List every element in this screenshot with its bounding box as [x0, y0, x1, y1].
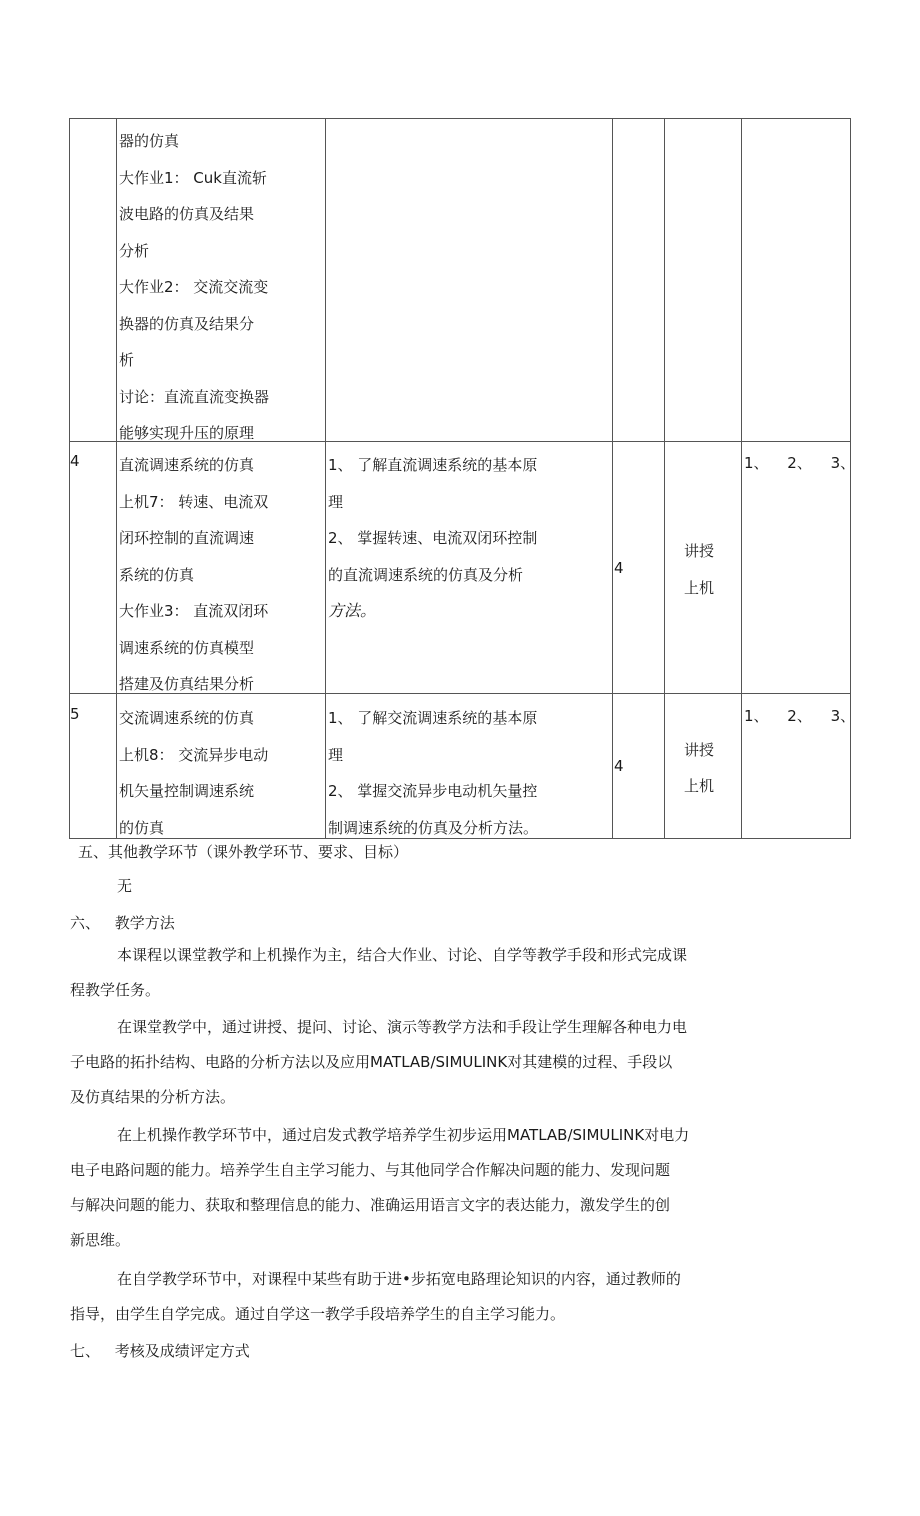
content-line: 大作业2： 交流交流变 — [119, 278, 269, 296]
content-line: 波电路的仿真及结果 — [119, 205, 255, 223]
requirement-line: 2、 掌握转速、电流双闭环控制 — [328, 529, 538, 547]
content-line: 器的仿真 — [119, 132, 180, 150]
method-label: 上机 — [684, 579, 715, 597]
method-label: 上机 — [684, 777, 715, 795]
requirement-cell — [328, 447, 537, 630]
requirement-line: 理 — [328, 492, 344, 511]
content-cell — [119, 700, 268, 846]
paragraph-line: 在自学教学环节中，对课程中某些有助于进•步拓宽电路理论知识的内容，通过教师的 — [117, 1270, 681, 1288]
requirement-line: 的直流调速系统的仿真及分析 — [328, 565, 524, 584]
table-divider — [325, 118, 326, 839]
table-border-left — [69, 118, 70, 839]
content-line: 系统的仿真 — [119, 565, 195, 584]
row-number: 4 — [70, 452, 80, 470]
paragraph-line: 子电路的拓扑结构、电路的分析方法以及应用MATLAB/SIMULINK对其建模的过程、手段以 — [70, 1053, 673, 1071]
section-heading: 六、 教学方法 — [70, 914, 175, 932]
content-line: 闭环控制的直流调速 — [119, 529, 255, 547]
table-divider — [664, 118, 665, 839]
content-line: 上机7： 转速、电流双 — [119, 492, 269, 511]
paragraph — [70, 1262, 760, 1332]
content-line: 调速系统的仿真模型 — [119, 638, 255, 657]
objectives-cell: 1、 2、 3、 — [744, 707, 856, 725]
content-line: 搭建及仿真结果分析 — [119, 675, 255, 693]
paragraph-line: 指导，由学生自学完成。通过自学这一教学手段培养学生的自主学习能力。 — [70, 1305, 566, 1323]
hours-cell: 4 — [614, 559, 624, 577]
content-line: 析 — [119, 351, 135, 369]
hours-cell: 4 — [614, 757, 624, 775]
table-border-right — [850, 118, 851, 839]
table-border-top — [69, 118, 851, 119]
row-number: 5 — [70, 705, 80, 723]
method-label: 讲授 — [684, 741, 715, 759]
method-label: 讲授 — [684, 542, 715, 560]
objectives-cell: 1、 2、 3、 — [744, 454, 856, 472]
paragraph — [70, 1118, 760, 1258]
paragraph-line: 电子电路问题的能力。培养学生自主学习能力、与其他同学合作解决问题的能力、发现问题 — [70, 1161, 671, 1179]
paragraph-line: 本课程以课堂教学和上机操作为主，结合大作业、讨论、自学等教学手段和形式完成课 — [117, 946, 688, 964]
content-line: 直流调速系统的仿真 — [119, 456, 255, 474]
content-line: 机矢量控制调速系统 — [119, 782, 255, 800]
section-heading: 五、其他教学环节（课外教学环节、要求、目标） — [78, 843, 409, 861]
content-line: 上机8： 交流异步电动 — [119, 745, 269, 764]
requirement-line: 理 — [328, 745, 344, 764]
requirement-line: 制调速系统的仿真及分析方法。 — [328, 818, 539, 837]
content-line: 换器的仿真及结果分 — [119, 314, 255, 333]
content-line: 讨论：直流直流变换器 — [119, 387, 270, 406]
requirement-line: 1、 了解直流调速系统的基本原 — [328, 456, 538, 474]
paragraph-line: 及仿真结果的分析方法。 — [70, 1088, 236, 1106]
paragraph — [70, 938, 760, 1008]
section-content: 无 — [117, 877, 133, 895]
content-line: 交流调速系统的仿真 — [119, 709, 255, 727]
content-line: 分析 — [119, 241, 150, 260]
section-heading: 七、 考核及成绩评定方式 — [70, 1342, 250, 1360]
paragraph-line: 在上机操作教学环节中，通过启发式教学培养学生初步运用MATLAB/SIMULINK对电力 — [117, 1126, 690, 1144]
paragraph-line: 与解决问题的能力、获取和整理信息的能力、准确运用语言文字的表达能力，激发学生的创 — [70, 1196, 671, 1214]
content-line: 大作业3： 直流双闭环 — [119, 602, 269, 620]
paragraph-line: 程教学任务。 — [70, 981, 161, 999]
content-line: 能够实现升压的原理 — [119, 424, 255, 442]
paragraph-line: 在课堂教学中，通过讲授、提问、讨论、演示等教学方法和手段让学生理解各种电力电 — [117, 1018, 688, 1036]
table-divider — [116, 118, 117, 839]
requirement-cell — [328, 700, 538, 846]
content-cell — [119, 123, 269, 452]
requirement-line: 方法。 — [328, 601, 377, 620]
table-divider — [612, 118, 613, 839]
paragraph — [70, 1010, 760, 1115]
content-line: 大作业1： Cuk直流斩 — [119, 168, 267, 187]
content-cell — [119, 447, 268, 703]
content-line: 的仿真 — [119, 818, 165, 837]
requirement-line: 1、 了解交流调速系统的基本原 — [328, 709, 538, 727]
table-divider — [741, 118, 742, 839]
paragraph-line: 新思维。 — [70, 1231, 131, 1249]
requirement-line: 2、 掌握交流异步电动机矢量控 — [328, 782, 538, 800]
